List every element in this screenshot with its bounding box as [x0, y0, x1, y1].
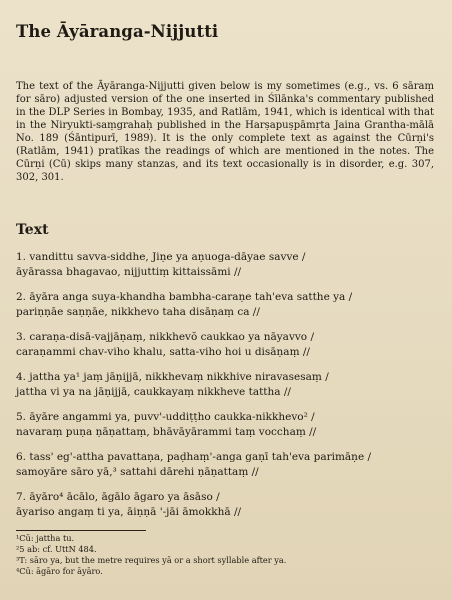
verse-2	[16, 290, 436, 319]
verse-1	[16, 250, 436, 279]
verse-line: samoyāre sāro yā,³ sattahi dārehi ṇāṇattaṃ //	[16, 465, 259, 478]
section-heading: Text	[16, 222, 49, 238]
page-title: The Āyāranga-Nijjutti	[16, 22, 219, 41]
intro-paragraph	[16, 80, 434, 184]
verse-line: āyārassa bhagavao, nijjuttiṃ kittaissāmi //	[16, 265, 242, 278]
verse-line: caraṇammi chav-viho khalu, satta-viho hoi u disāṇaṃ //	[16, 345, 310, 358]
footnote-4: ⁴Cū: āgāro for āyāro.	[16, 566, 103, 576]
verse-4	[16, 370, 436, 399]
verse-line: 4. jattha ya¹ jaṃ jāṇijjā, nikkhevaṃ nikkhive niravasesaṃ /	[16, 371, 329, 383]
verse-line: 2. āyāra anga suya-khandha bambha-caraṇe tah'eva satthe ya /	[16, 291, 353, 303]
footnote-divider	[16, 530, 146, 531]
footnote-3: ³T: sāro ya, but the metre requires yā or a short syllable after ya.	[16, 555, 287, 565]
verse-line: 6. tass' eg'-attha pavattaṇa, paḍhaṃ'-anga gaṇī tah'eva parimāṇe /	[16, 451, 372, 463]
footnote-1: ¹Cū: jattha tu.	[16, 533, 75, 543]
verse-line: 3. caraṇa-disā-vajjāṇaṃ, nikkhevŏ caukkao ya nāyavvo /	[16, 331, 315, 343]
verse-line: pariṇṇāe saṇṇāe, nikkhevo taha disāṇaṃ ca //	[16, 305, 260, 318]
verse-6	[16, 450, 436, 479]
verse-list	[16, 250, 436, 530]
verse-line: jattha vi ya na jāṇijjā, caukkayaṃ nikkheve tattha //	[16, 385, 291, 398]
footnote-2: ²5 ab: cf. UttN 484.	[16, 544, 97, 554]
verse-line: navaraṃ puṇa ṇāṇattaṃ, bhāvāyārammi taṃ vocchaṃ //	[16, 425, 317, 438]
intro-text: The text of the Āyāranga-Nijjutti given below is my sometimes (e.g., vs. 6 sāraṃ for sāro) adjusted version of the one inserted in Śīlānka's commentary published in the DLP Series in Bombay, 1935, and Ratlām, 1941, which is identical with that in the Niryukti-saṃgrahaḥ published in the Harṣapuṣpāmṛta Jaina Grantha-mālā No. 189 (Śāntipurī, 1989). It is the only complete text as against the Cūrṇi's (Ratlām, 1941) pratīkas the readings of which are mentioned in the notes. The Cūrṇi (Cū) skips many stanzas, and its text occasionally is in disorder, e.g. 307, 302, 301.	[16, 81, 434, 183]
verse-line: 1. vandittu savva-siddhe, Jiṇe ya aṇuoga-dāyae savve /	[16, 251, 306, 263]
verse-line: 7. āyāro⁴ ācālo, āgālo āgaro ya āsāso /	[16, 491, 220, 503]
verse-5	[16, 410, 436, 439]
verse-7	[16, 490, 436, 519]
verse-line: āyariso angaṃ ti ya, āiṇṇā '-jāi āmokkhā //	[16, 505, 242, 518]
verse-3	[16, 330, 436, 359]
verse-line: 5. āyāre angammi ya, puvv'-uddiṭṭho caukka-nikkhevo² /	[16, 411, 315, 423]
footnotes	[16, 533, 436, 577]
